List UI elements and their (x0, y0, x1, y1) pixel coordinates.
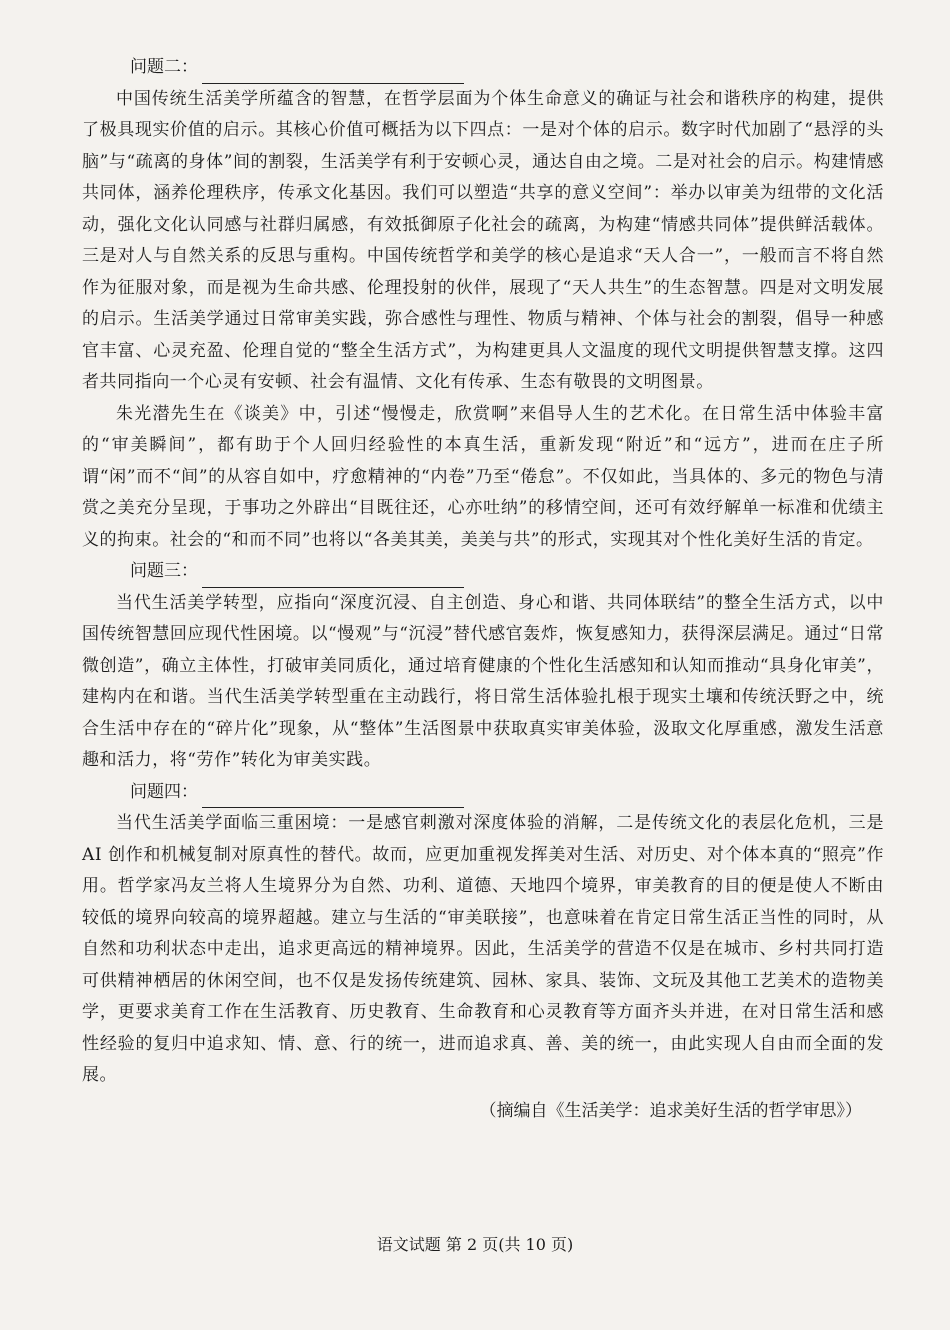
paragraph-q2-1: 中国传统生活美学所蕴含的智慧，在哲学层面为个体生命意义的确证与社会和谐秩序的构建，提供了极具现实价值的启示。其核心价值可概括为以下四点：一是对个体的启示。数字时代加剧了“悬浮的头脑”与“疏离的身体”间的割裂，生活美学有利于安顿心灵，通达自由之境。二是对社会的启示。构建情感共同体，涵养伦理秩序，传承文化基因。我们可以塑造“共享的意义空间”：举办以审美为纽带的文化活动，强化文化认同感与社群归属感，有效抵御原子化社会的疏离，为构建“情感共同体”提供鲜活载体。三是对人与自然关系的反思与重构。中国传统哲学和美学的核心是追求“天人合一”，一般而言不将自然作为征服对象，而是视为生命共感、伦理投射的伙伴，展现了“天人共生”的生态智慧。四是对文明发展的启示。生活美学通过日常审美实践，弥合感性与理性、物质与精神、个体与社会的割裂，倡导一种感官丰富、心灵充盈、伦理自觉的“整全生活方式”，为构建更具人文温度的现代文明提供智慧支撑。这四者共同指向一个心灵有安顿、社会有温情、文化有传承、生态有敬畏的文明图景。 (82, 88, 884, 392)
paragraph-q2-2: 朱光潜先生在《谈美》中，引述“慢慢走，欣赏啊”来倡导人生的艺术化。在日常生活中体验丰富的“审美瞬间”，都有助于个人回归经验性的本真生活，重新发现“附近”和“远方”，进而在庄子所谓“闲”而不“间”的从容自如中，疗愈精神的“内卷”乃至“倦怠”。不仅如此，当具体的、多元的物色与清赏之美充分呈现，于事功之外辟出“目既往还，心亦吐纳”的移情空间，还可有效纾解单一标准和优绩主义的拘束。社会的“和而不同”也将以“各美其美，美美与共”的形式，实现其对个性化美好生活的肯定。 (82, 403, 884, 550)
question-two-answer-blank[interactable] (202, 65, 464, 84)
question-three-label: 问题三： (130, 561, 198, 581)
question-four-heading (82, 777, 884, 809)
question-two-heading (82, 52, 884, 84)
question-three-answer-blank[interactable] (202, 569, 464, 588)
paragraph-q3-1: 当代生活美学转型，应指向“深度沉浸、自主创造、身心和谐、共同体联结”的整全生活方式，以中国传统智慧回应现代性困境。以“慢观”与“沉浸”替代感官轰炸，恢复感知力，获得深层满足。通过“日常微创造”，确立主体性，打破审美同质化，通过培育健康的个性化生活感知和认知而推动“具身化审美”，建构内在和谐。当代生活美学转型重在主动践行，将日常生活体验扎根于现实土壤和传统沃野之中，统合生活中存在的“碎片化”现象，从“整体”生活图景中获取真实审美体验，汲取文化厚重感，激发生活意趣和活力，将“劳作”转化为审美实践。 (82, 592, 884, 770)
source-citation: （摘编自《生活美学：追求美好生活的哲学审思》） (479, 1100, 862, 1121)
question-four-answer-blank[interactable] (202, 789, 464, 808)
question-two-label: 问题二： (130, 57, 198, 77)
question-three-heading (82, 556, 884, 588)
paragraph-q4-1: 当代生活美学面临三重困境：一是感官刺激对深度体验的消解，二是传统文化的表层化危机，三是 AI 创作和机械复制对原真性的替代。故而，应更加重视发挥美对生活、对历史、对个体本真的“照亮”作用。哲学家冯友兰将人生境界分为自然、功利、道德、天地四个境界，审美教育的目的便是使人不断由较低的境界向较高的境界超越。建立与生活的“审美联接”，也意味着在肯定日常生活正当性的同时，从自然和功利状态中走出，追求更高远的精神境界。因此，生活美学的营造不仅是在城市、乡村共同打造可供精神栖居的休闲空间，也不仅是发扬传统建筑、园林、家具、装饰、文玩及其他工艺美术的造物美学，更要求美育工作在生活教育、历史教育、生命教育和心灵教育等方面齐头并进，在对日常生活和感性经验的复归中追求知、情、意、行的统一，进而追求真、善、美的统一，由此实现人自由而全面的发展。 (82, 813, 884, 1085)
question-four-label: 问题四： (130, 781, 198, 802)
page-footer: 语文试题 第 2 页(共 10 页) (376, 1235, 574, 1254)
